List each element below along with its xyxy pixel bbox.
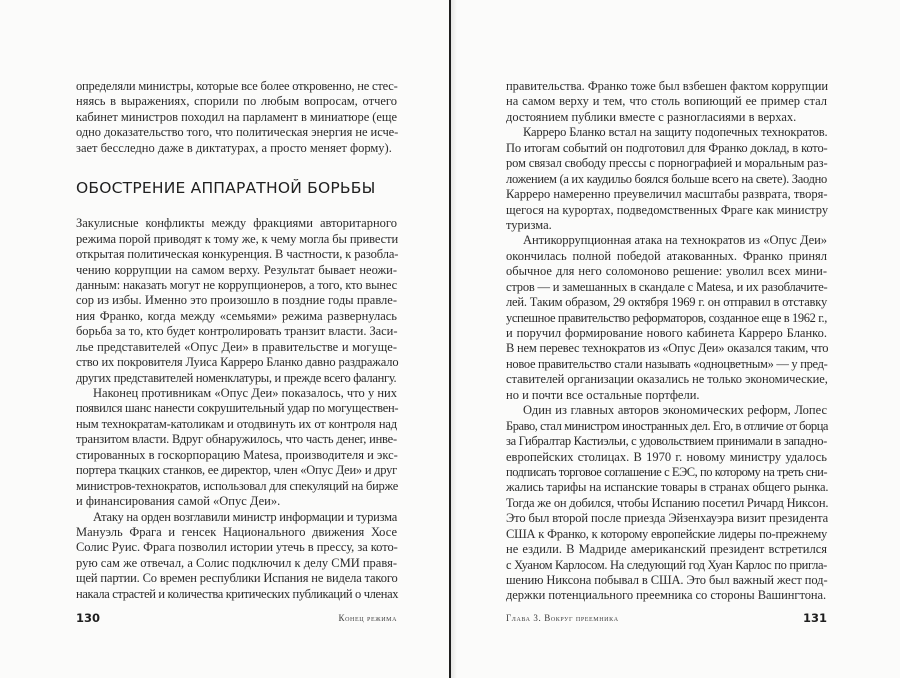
paragraph — [76, 386, 397, 510]
text-line: держки потенциального преемника со стороны Вашингтона. — [506, 588, 827, 603]
section-heading: ОБОСТРЕНИЕ АППАРАТНОЙ БОРЬБЫ — [76, 179, 376, 198]
text-line: одно доказательство того, что политическая энергия не исче- — [76, 125, 399, 140]
text-line: Мануэль Фрага и генсек Национального движения Хосе — [76, 524, 397, 539]
text-line: ставителей организации оказались не только экономические, — [506, 372, 828, 387]
text-line: лей. Таким образом, 29 октября 1969 г. он отправил в отставку — [506, 295, 827, 310]
text-line: министров-технократов, использовал для спекуляций на бирже — [76, 478, 399, 493]
text-line: стированных в госкорпорацию Matesa, производителя и экс- — [76, 447, 398, 462]
text-line: успешное правительство реформаторов, созданное еще в 1962 г., — [506, 310, 827, 325]
text-line: Солис Руис. Фрага позволил истории утечь в прессу, за кото- — [76, 540, 398, 555]
text-line: транзитом власти. Вдруг обнаружилось, что часть денег, инве- — [76, 432, 397, 447]
text-line: за Гибралтар Кастиэльи, с удовольствием принимали в западно- — [506, 434, 827, 449]
page-number: 130 — [76, 611, 101, 625]
text-line: достоянием публики вместе с разногласиями в верхах. — [506, 109, 797, 124]
text-line: с Хуаном Карлосом. На следующий год Хуан Карлос по пригла- — [506, 557, 827, 572]
text-line: зает бесследно даже в диктатурах, а просто меняет форму). — [76, 140, 392, 155]
paragraph — [76, 510, 397, 603]
right-page — [506, 79, 827, 604]
paragraph — [76, 216, 397, 386]
text-line: ром связал свободу прессы с порнографией и моральным раз- — [506, 156, 828, 171]
text-line: правительства. Франко тоже был взбешен фактом коррупции — [506, 79, 829, 93]
text-line: Антикоррупционная атака на технократов из «Опус Деи» — [523, 233, 827, 248]
text-line: Карреро Бланко встал на защиту подопечных технократов. — [523, 125, 828, 140]
left-page-footer — [76, 610, 397, 626]
text-line: европейских столицах. В 1970 г. новому министру удалось — [506, 449, 827, 464]
text-line: кабинет министров походил на парламент в миниатюре (еще — [76, 109, 397, 124]
text-line: шению Никсона побывал в США. Это был важный жест под- — [506, 573, 828, 587]
text-line: чению коррупции на самом верху. Результат бывает неожи- — [76, 262, 397, 277]
text-line: данным: наказать могут не коррупционеров, а того, кто вынес — [76, 277, 397, 292]
text-line: ным технократам-католикам и отодвинуть их от контроля над — [76, 416, 397, 431]
right-page-footer — [506, 610, 827, 626]
text-line: щегося на курортах, подведомственных Фраге как министру — [506, 202, 829, 217]
paragraph — [506, 79, 827, 125]
text-line: стров — и замешанных в скандале с Matesa, и их разоблачите- — [506, 279, 828, 294]
text-line: на самом верху и тем, что столь вопиющий ее пример стал — [506, 94, 827, 109]
gutter-shadow — [451, 0, 457, 678]
text-line: режима порой приводят к тому же, к чему могла бы привести — [76, 231, 399, 246]
text-line: Карреро намеренно преувеличил масштабы разврата, творя- — [506, 187, 828, 202]
text-line: Атаку на орден возглавили министр информации и туризма — [93, 509, 397, 524]
text-line: ство их покровителя Луиса Карреро Бланко давно раздражало — [76, 355, 399, 370]
text-line: Тогда же он добился, чтобы Испанию посетил Ричард Никсон. — [506, 495, 829, 510]
text-line: обычное для него соломоново решение: уволил всех мини- — [506, 264, 827, 279]
text-line: открытая политическая конкуренция. В частности, к разобла- — [76, 247, 399, 262]
text-line: Это был второй после приезда Эйзенхауэра визит президента — [506, 511, 829, 526]
text-line: но и почти все остальные портфели. — [506, 387, 700, 402]
text-line: не ездили. В Мадриде американский президент встретился — [506, 542, 827, 557]
text-line: туризма. — [506, 217, 552, 232]
text-line: жались тарифы на испанские товары в странах общего рынка. — [506, 480, 829, 495]
text-line: накала страстей и количества критических публикаций о членах — [76, 586, 399, 601]
paragraph — [76, 79, 397, 156]
text-line: борьба за то, кто будет контролировать транзит власти. Заси- — [76, 324, 398, 339]
text-line: ложением (а их каудильо боялся больше всего на свете). Заодно — [506, 171, 827, 186]
text-line: новое правительство стали называть «одноцветным» — у пред- — [506, 356, 828, 371]
text-line: щей партии. Со времен республики Испания не видела такого — [76, 571, 398, 586]
text-line: По итогам событий он подготовил для Франко доклад, в кото- — [506, 140, 828, 155]
text-line: лье представителей «Опус Деи» в правительстве и могуще- — [76, 339, 397, 354]
page-number: 131 — [802, 611, 827, 625]
text-line: подписать торговое соглашение с ЕЭС, по которому на треть сни- — [506, 464, 827, 479]
text-line: окончилась полной победой атакованных. Франко принял — [506, 248, 827, 263]
running-head: Конец режима — [338, 613, 397, 623]
text-line: портера ткацких станков, ее директор, член «Опус Деи» и друг — [76, 463, 397, 478]
text-line: ния Франко, когда между «семьями» режима развернулась — [76, 308, 397, 323]
text-line: Закулисные конфликты между фракциями авторитарного — [76, 216, 397, 231]
text-line: В нем перевес технократов из «Опус Деи» оказался таким, что — [506, 341, 829, 356]
text-line: появился шанс нанести сокрушительный удар по могуществен- — [76, 401, 399, 416]
text-line: Браво, стал министром иностранных дел. Его, в отличие от борца — [506, 418, 829, 433]
text-line: рую сам же отвечал, а Солис подключил к делу СМИ правя- — [76, 555, 397, 570]
left-page — [76, 79, 397, 602]
text-line: Один из главных авторов экономических реформ, Лопес — [523, 403, 827, 418]
text-line: США к Франко, к которому европейские лидеры по-прежнему — [506, 526, 827, 541]
text-line: и поручил формирование нового кабинета Карреро Бланко. — [506, 326, 827, 340]
text-line: и финансирования самой «Опус Деи». — [76, 494, 281, 509]
paragraph — [506, 403, 827, 604]
running-head: Глава 3. Вокруг преемника — [506, 613, 619, 623]
text-line: определяли министры, которые все более откровенно, не стес- — [76, 79, 398, 93]
paragraph — [506, 233, 827, 403]
text-line: Наконец противникам «Опус Деи» показалось, что у них — [93, 386, 397, 400]
text-line: других представителей номенклатуры, и прежде всего фалангу. — [76, 370, 397, 385]
text-line: няясь в выражениях, спорили по любым вопросам, отчего — [76, 94, 397, 109]
paragraph — [506, 125, 827, 233]
text-line: сор из избы. Именно это произошло в поздние годы правле- — [76, 293, 397, 308]
